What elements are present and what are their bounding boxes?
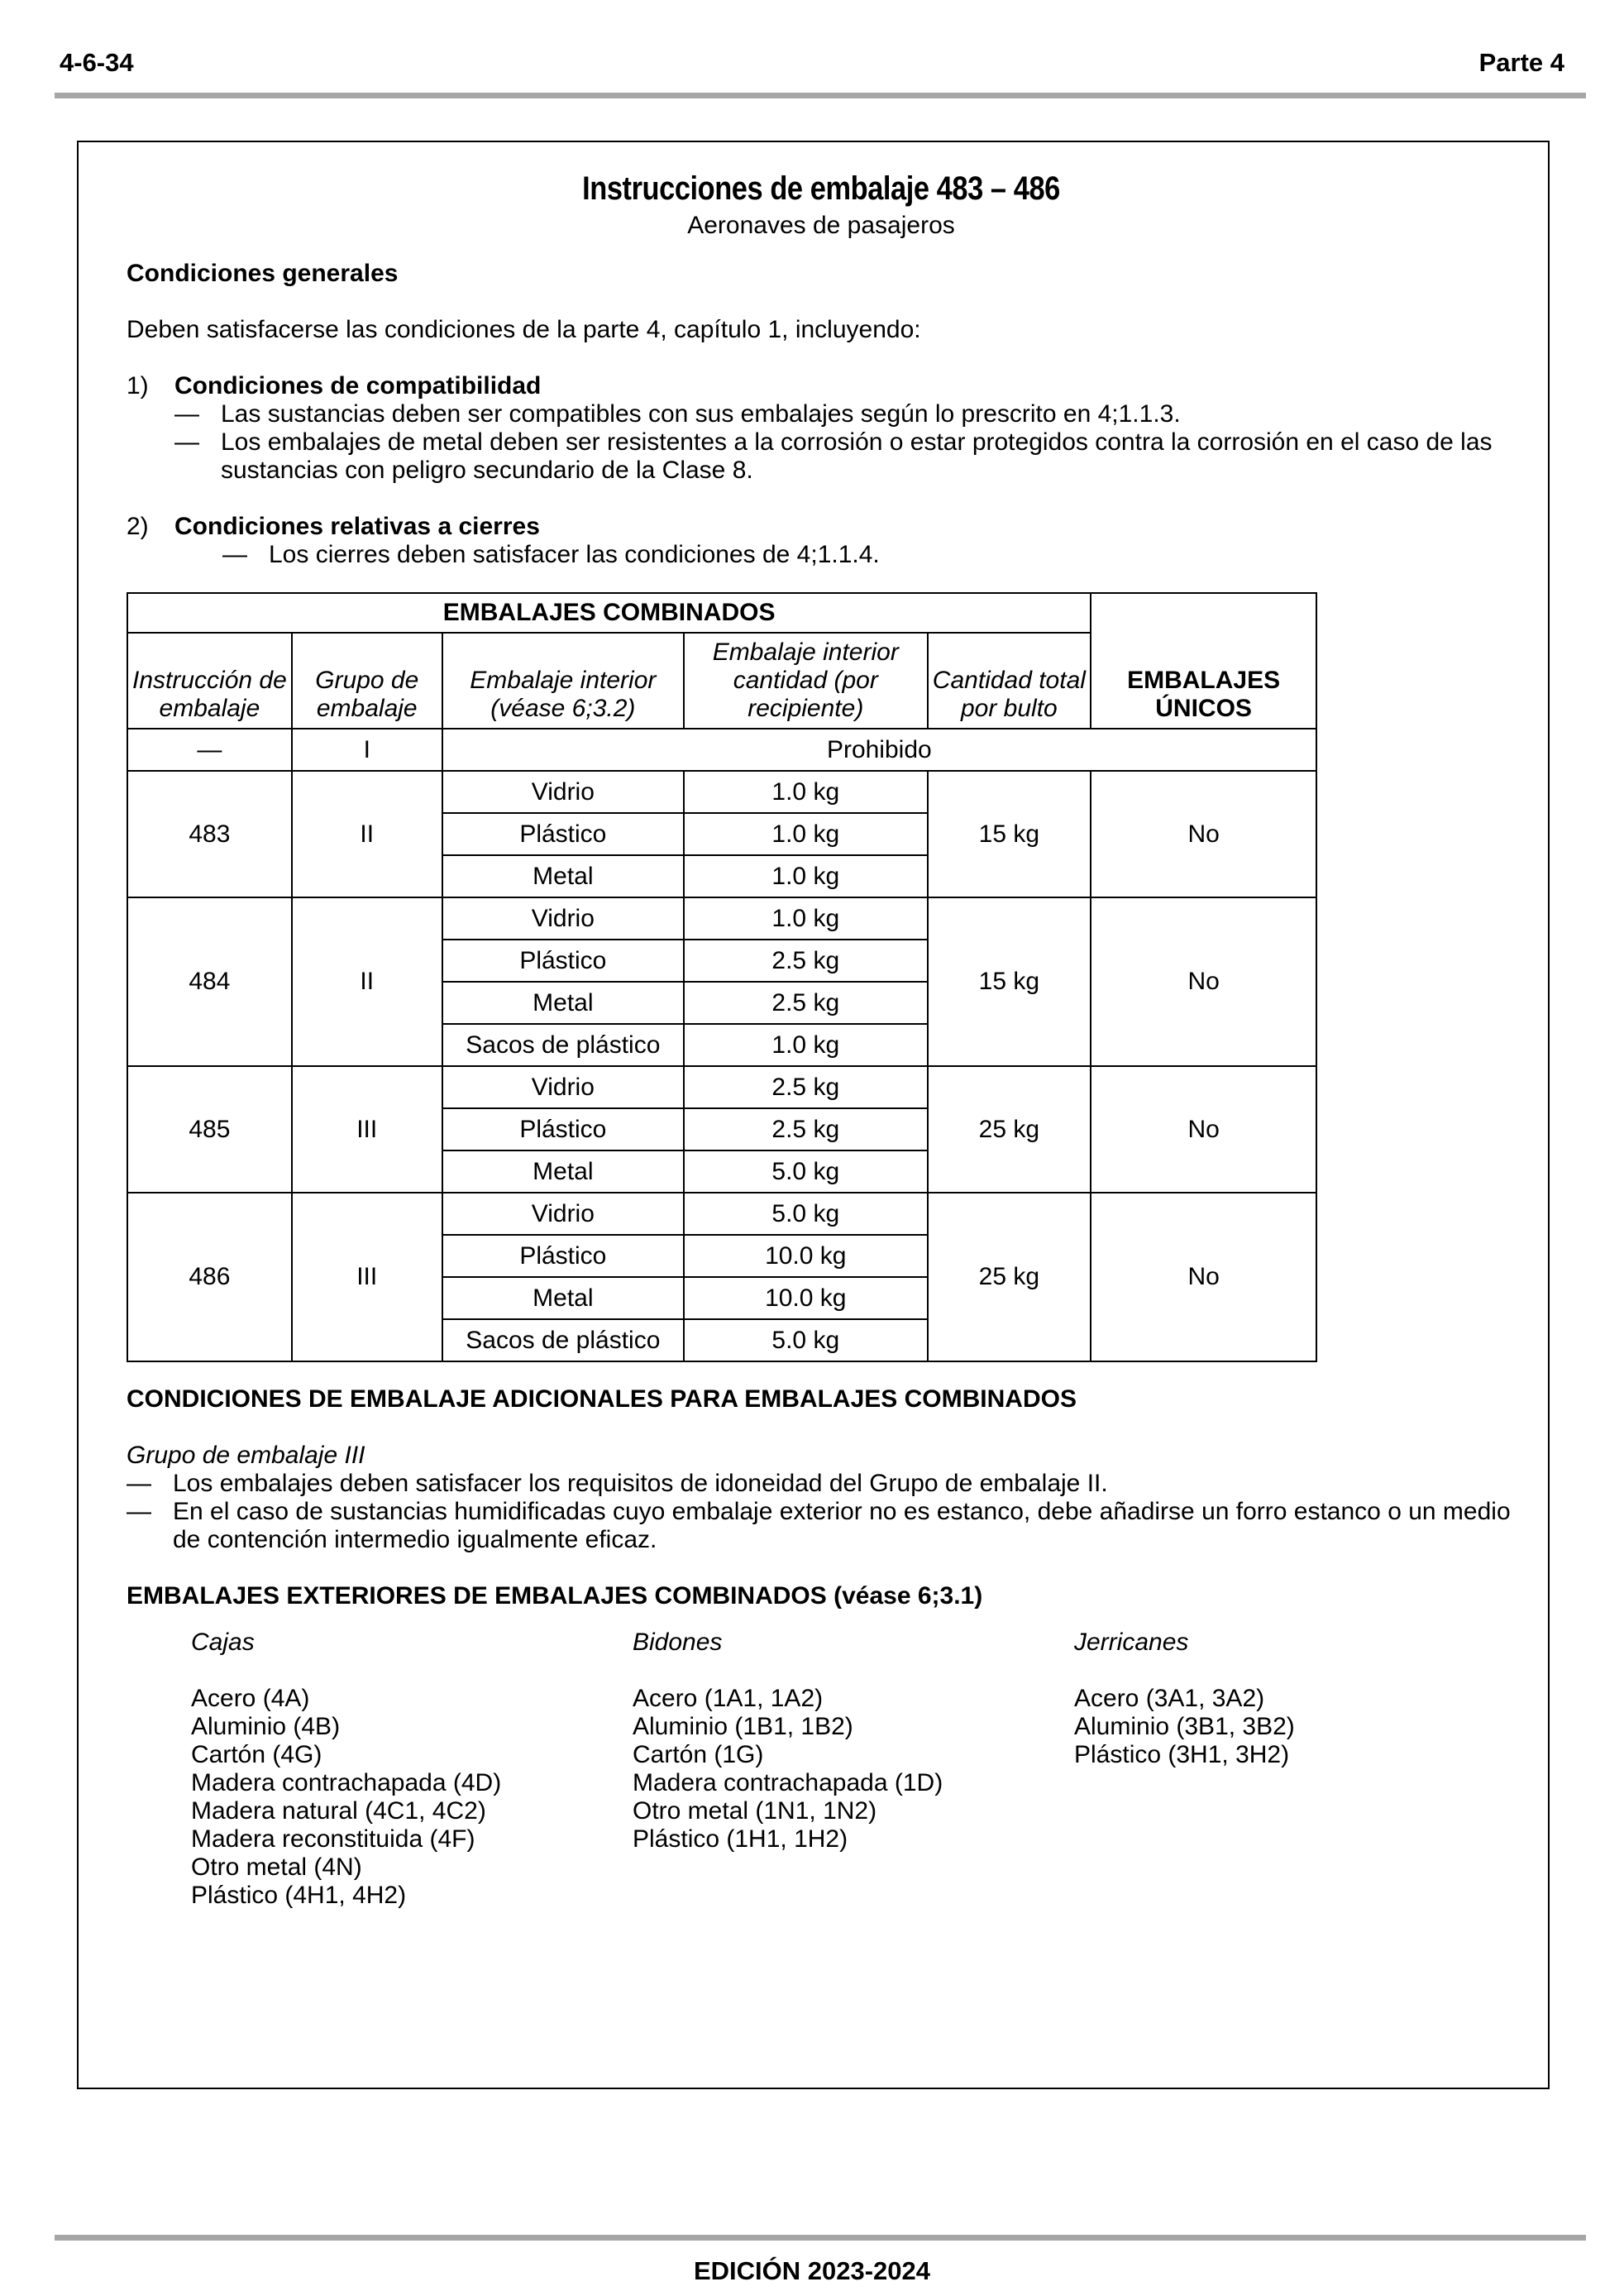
total-cell: 25 kg [928,1193,1091,1361]
instruction-frame [77,141,1550,2089]
table-row [127,771,1316,813]
inner-material-cell: Plástico [442,813,684,855]
list-item-text: Las sustancias deben ser compatibles con sus embalajes según lo prescrito en 4;1.1.3. [221,400,1181,428]
inner-material-cell: Vidrio [442,897,684,940]
part-label: Parte 4 [1478,48,1564,77]
edition-footer: EDICIÓN 2023-2024 [693,2256,931,2285]
group-cell: III [292,1066,442,1193]
list-item [222,541,1516,569]
inner-material-cell: Vidrio [442,771,684,813]
inner-qty-cell: 2.5 kg [684,1066,927,1108]
inner-qty-cell: 10.0 kg [684,1235,927,1277]
inner-qty-cell: 5.0 kg [684,1319,927,1361]
dash-glyph: — [174,400,199,428]
section-title: Condiciones de compatibilidad [174,372,542,399]
list-item: Madera contrachapada (4D) [191,1769,502,1796]
dash-glyph: — [222,541,247,568]
inner-qty-cell: 1.0 kg [684,897,927,940]
dash-glyph: — [127,1470,151,1497]
instruction-cell: 483 [127,771,292,897]
table-row [127,1193,1316,1235]
inner-qty-cell: 1.0 kg [684,771,927,813]
inner-qty-cell: 5.0 kg [684,1193,927,1235]
single-cell: No [1091,897,1316,1066]
group-cell: I [292,729,442,771]
inner-material-cell: Metal [442,855,684,897]
general-heading: Condiciones generales [127,260,399,287]
inner-qty-cell: 1.0 kg [684,1024,927,1066]
list-item: Acero (3A1, 3A2) [1074,1685,1265,1712]
single-cell: No [1091,1066,1316,1193]
inner-material-cell: Vidrio [442,1066,684,1108]
list-item: Acero (4A) [191,1685,310,1712]
compat-list [174,400,1516,485]
inner-material-cell: Plástico [442,1235,684,1277]
packing-table [127,592,1317,1362]
table-row [127,897,1316,940]
inner-qty-cell: 2.5 kg [684,1108,927,1150]
section-title: Condiciones relativas a cierres [174,513,540,540]
total-cell: 15 kg [928,771,1091,897]
inner-material-cell: Metal [442,1150,684,1193]
column-title: Jerricanes [1074,1629,1189,1656]
inner-qty-cell: 2.5 kg [684,940,927,982]
closures-heading [127,513,1516,541]
list-item: Aluminio (1B1, 1B2) [633,1713,853,1740]
inner-material-cell: Sacos de plástico [442,1024,684,1066]
list-item [174,400,1516,428]
total-cell: 25 kg [928,1066,1091,1193]
list-item: Cartón (4G) [191,1741,322,1768]
list-item: Aluminio (4B) [191,1713,341,1740]
inner-material-cell: Sacos de plástico [442,1319,684,1361]
list-item [127,1470,1516,1498]
instruction-cell: 484 [127,897,292,1066]
outer-heading: EMBALAJES EXTERIORES DE EMBALAJES COMBINADOS (véase 6;3.1) [127,1582,983,1610]
single-cell: No [1091,771,1316,897]
column-title: Bidones [633,1629,723,1656]
column-title: Cajas [191,1629,255,1656]
list-item: Madera contrachapada (1D) [633,1769,943,1796]
inner-material-cell: Vidrio [442,1193,684,1235]
page-subtitle: Aeronaves de pasajeros [687,212,955,239]
compat-heading [127,372,1516,400]
col-total-header: Cantidad total por bulto [928,633,1091,729]
list-item-text: Los embalajes de metal deben ser resistentes a la corrosión o estar protegidos contra la corrosión en el caso de las sustancias con peligro secundario de la Clase 8. [221,428,1493,484]
inner-material-cell: Plástico [442,1108,684,1150]
col-group-header: Grupo de embalaje [292,633,442,729]
instruction-cell: 485 [127,1066,292,1193]
outer-column-jerricans [1074,1629,1516,1910]
additional-subheading: Grupo de embalaje III [127,1442,365,1469]
list-item: Cartón (1G) [633,1741,764,1768]
group-cell: III [292,1193,442,1361]
list-item-text: En el caso de sustancias humidificadas cuyo embalaje exterior no es estanco, debe añadirse un forro estanco o un medio de contención intermedio igualmente eficaz. [173,1498,1511,1553]
group-cell: II [292,897,442,1066]
inner-qty-cell: 1.0 kg [684,813,927,855]
additional-list [127,1470,1516,1554]
list-item-text: Los embalajes deben satisfacer los requisitos de idoneidad del Grupo de embalaje II. [173,1470,1108,1497]
closures-list [222,541,1516,569]
prohibited-cell: Prohibido [442,729,1316,771]
total-cell: 15 kg [928,897,1091,1066]
additional-heading: CONDICIONES DE EMBALAJE ADICIONALES PARA EMBALAJES COMBINADOS [127,1385,1077,1413]
list-item [127,1498,1516,1554]
inner-qty-cell: 2.5 kg [684,982,927,1024]
page-number: 4-6-34 [60,48,134,77]
list-item-text: Los cierres deben satisfacer las condiciones de 4;1.1.4. [269,541,880,568]
list-item: Plástico (1H1, 1H2) [633,1825,848,1853]
outer-column-drums [633,1629,1074,1910]
outer-column-boxes [191,1629,633,1910]
inner-qty-cell: 10.0 kg [684,1277,927,1319]
combined-header: EMBALAJES COMBINADOS [127,593,1091,633]
col-inner-header: Embalaje interior (véase 6;3.2) [442,633,684,729]
list-item: Otro metal (4N) [191,1854,362,1881]
table-row [127,729,1316,771]
list-item: Madera natural (4C1, 4C2) [191,1797,486,1825]
list-item: Madera reconstituida (4F) [191,1825,475,1853]
frame-content [127,169,1516,1910]
table-row [127,1066,1316,1108]
footer-rule [55,2235,1586,2241]
instruction-cell: 486 [127,1193,292,1361]
dash-glyph: — [127,1498,151,1525]
list-item [174,428,1516,485]
section-number: 1) [127,372,149,399]
list-item: Aluminio (3B1, 3B2) [1074,1713,1295,1740]
list-item: Plástico (3H1, 3H2) [1074,1741,1290,1768]
group-cell: II [292,771,442,897]
inner-material-cell: Metal [442,982,684,1024]
list-item: Acero (1A1, 1A2) [633,1685,824,1712]
inner-material-cell: Metal [442,1277,684,1319]
inner-qty-cell: 5.0 kg [684,1150,927,1193]
dash-glyph: — [174,428,199,456]
col-instruction-header: Instrucción de embalaje [127,633,292,729]
inner-material-cell: Plástico [442,940,684,982]
outer-columns [191,1629,1516,1910]
list-item: Otro metal (1N1, 1N2) [633,1797,877,1825]
single-header: EMBALAJES ÚNICOS [1091,593,1316,729]
page-title: Instrucciones de embalaje 483 – 486 [582,170,1060,207]
general-intro: Deben satisfacerse las condiciones de la parte 4, capítulo 1, incluyendo: [127,316,921,343]
header-rule [55,93,1586,98]
section-number: 2) [127,513,149,540]
instruction-cell: — [127,729,292,771]
list-item: Plástico (4H1, 4H2) [191,1882,407,1909]
single-cell: No [1091,1193,1316,1361]
inner-qty-cell: 1.0 kg [684,855,927,897]
col-inner-qty-header: Embalaje interior cantidad (por recipiente) [684,633,927,729]
